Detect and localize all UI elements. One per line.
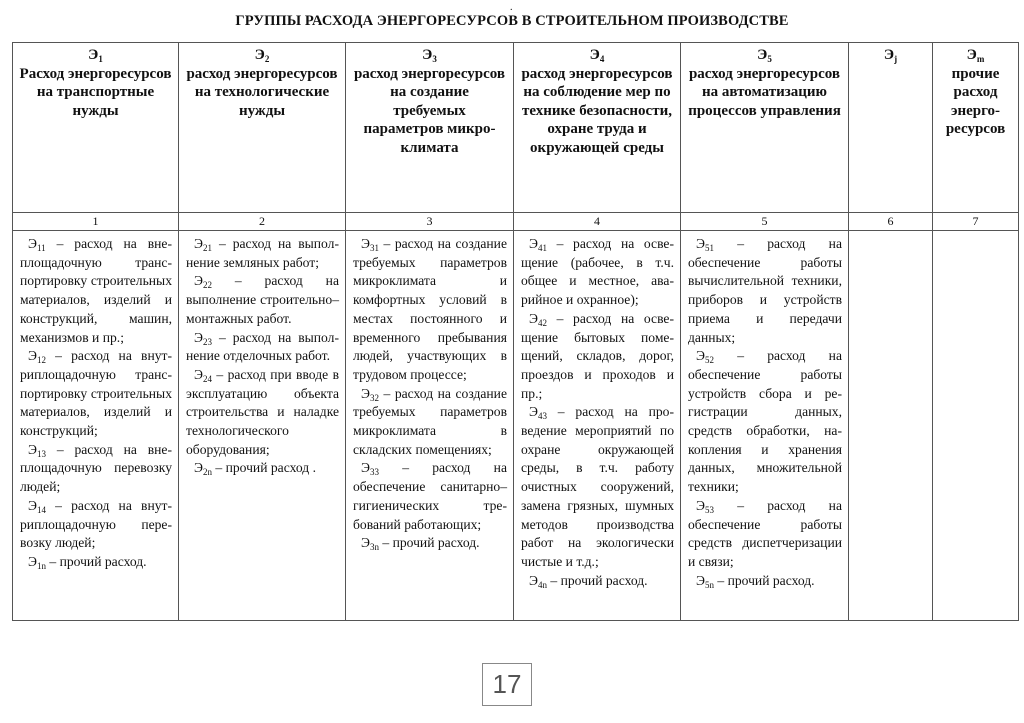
column-symbol: $Э_1$	[88, 47, 103, 64]
content-cell	[849, 231, 933, 621]
column-number: 2	[179, 213, 346, 231]
column-label: расход энергоресурсов на технологические нужды	[186, 65, 338, 119]
column-symbol: $Э_m$	[966, 47, 985, 64]
expense-item: $Э_{51}$ – расход на обеспечение работы вычислительной техники, приборов и устройств приема и передачи данных;	[688, 236, 842, 345]
header-cell	[933, 43, 1019, 213]
expense-item: $Э_{2n}$ – прочий расход .	[194, 460, 316, 478]
expense-item: $Э_{13}$ – расход на внеплощадочную перевозку людей;	[20, 441, 172, 495]
header-cell	[849, 43, 933, 213]
header-cell	[179, 43, 346, 213]
expense-item: $Э_{11}$ – расход на внеплощадочную транспортировку строительных материалов, изделий и конструкций, машин, механизмов и пр.;	[20, 236, 172, 345]
column-number: 7	[933, 213, 1019, 231]
header-cell	[346, 43, 514, 213]
expense-item: $Э_{22}$ – расход на выполнение строительно–монтажных работ.	[186, 273, 339, 326]
column-number: 4	[514, 213, 681, 231]
column-symbol: $Э_4$	[589, 47, 605, 64]
column-symbol: $Э_2$	[254, 47, 270, 64]
expense-item: $Э_{33}$ – расход на обеспечение санитарно–гигиенических требований работающих;	[353, 460, 507, 532]
page-mark: .	[510, 2, 513, 13]
header-cell	[514, 43, 681, 213]
expense-item: $Э_{31}$ – расход на создание требуемых параметров микроклимата и комфортных условий в местах постоянного и временного пребывания людей, участвующих в трудовом процессе;	[353, 236, 507, 382]
expense-item: $Э_{12}$ – расход на внутриплощадочную транспортировку строительных материалов, изделий и конструкций;	[20, 348, 172, 439]
content-cell	[179, 231, 346, 621]
page-number: 17	[482, 663, 532, 706]
header-row	[13, 43, 1019, 213]
header-cell	[13, 43, 179, 213]
energy-groups-table	[12, 42, 1019, 621]
column-label: расход энергоресурсов на автоматизацию процессов управления	[688, 65, 841, 119]
column-number: 6	[849, 213, 933, 231]
expense-item: $Э_{21}$ – расход на выполнение земляных работ;	[186, 236, 339, 270]
column-number: 1	[13, 213, 179, 231]
content-cell	[346, 231, 514, 621]
content-cell	[13, 231, 179, 621]
column-label: расход энергоресурсов на создание требуемых параметров микроклимата	[353, 65, 506, 156]
column-symbol: $Э_3$	[422, 47, 437, 64]
column-number-row	[13, 213, 1019, 231]
expense-item: $Э_{24}$ – расход при вводе в эксплуатацию объекта строительства и наладке технологического оборудования;	[186, 366, 339, 457]
column-label: прочие расход энергоресурсов	[945, 65, 1006, 137]
expense-item: $Э_{3n}$ – прочий расход.	[361, 535, 480, 553]
expense-item: $Э_{42}$ – расход на освещение бытовых помещений, складов, дорог, проездов и проходов и пр.;	[521, 310, 674, 401]
header-cell	[681, 43, 849, 213]
expense-item: $Э_{23}$ – расход на выполнение отделочных работ.	[186, 329, 339, 364]
content-cell	[681, 231, 849, 621]
content-cell	[933, 231, 1019, 621]
column-symbol: $Э_5$	[757, 47, 772, 64]
expense-item: $Э_{41}$ – расход на освещение (рабочее, в т.ч. общее и местное, аварийное и охранное);	[521, 236, 674, 308]
column-symbol: $Э_j$	[883, 47, 898, 64]
column-number: 5	[681, 213, 849, 231]
column-label: расход энергоресурсов на соблюдение мер по технике безопасности, охране труда и окружающей среды	[521, 65, 673, 156]
expense-item: $Э_{53}$ – расход на обеспечение работы средств диспетчеризации и связи;	[688, 497, 842, 569]
page-title: ГРУППЫ РАСХОДА ЭНЕРГОРЕСУРСОВ В СТРОИТЕЛЬНОМ ПРОИЗВОДСТВЕ	[235, 13, 789, 29]
content-row	[13, 231, 1019, 621]
expense-item: $Э_{14}$ – расход на внутриплощадочную перевозку людей;	[20, 497, 172, 551]
expense-item: $Э_{43}$ – расход на проведение мероприятий по охране окружающей среды, в т.ч. работу очистных сооружений, замена грязных, шумных методов производства работ на экологически чистые и т.д.;	[521, 404, 674, 569]
expense-item: $Э_{4n}$ – прочий расход.	[529, 572, 648, 590]
expense-item: $Э_{32}$ – расход на создание требуемых параметров микроклимата в складских помещениях;	[353, 385, 507, 457]
column-label: Расход энергоресурсов на транспортные нужды	[19, 65, 172, 119]
expense-item: $Э_{1n}$ – прочий расход.	[28, 553, 147, 571]
content-cell	[514, 231, 681, 621]
expense-item: $Э_{52}$ – расход на обеспечение работы устройств сбора и регистрации данных, средств обработки, накопления и хранения данных, множительной техники;	[688, 348, 842, 495]
column-number: 3	[346, 213, 514, 231]
expense-item: $Э_{5n}$ – прочий расход.	[696, 572, 815, 590]
